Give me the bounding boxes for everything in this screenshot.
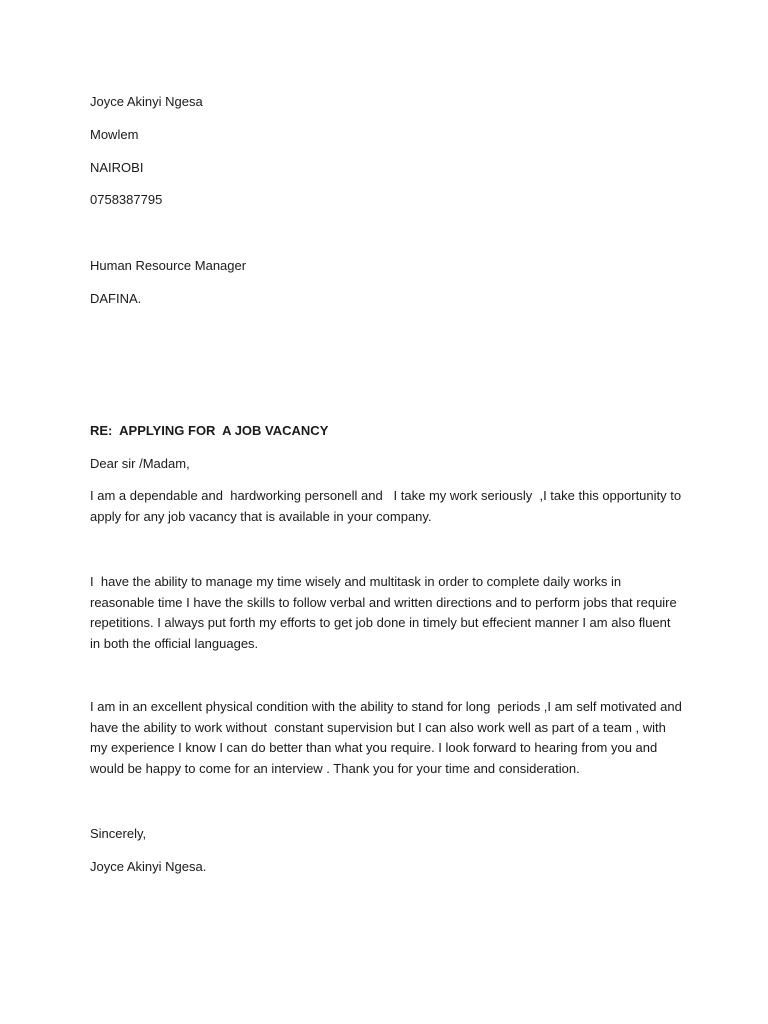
sender-city: NAIROBI: [90, 160, 144, 175]
body-paragraph-2: [90, 572, 690, 654]
paragraph-line: in both the official languages.: [90, 635, 259, 651]
subject-line: RE: APPLYING FOR A JOB VACANCY: [90, 423, 329, 438]
body-paragraph-3: [90, 697, 690, 779]
paragraph-line: I am in an excellent physical condition with the ability to stand for long periods ,I am self motivated and: [90, 699, 682, 714]
sender-phone: 0758387795: [90, 192, 163, 207]
salutation: Dear sir /Madam,: [90, 456, 190, 471]
paragraph-line: repetitions. I always put forth my efforts to get job done in timely but effecient manner I am also fluent: [90, 615, 671, 630]
paragraph-line: apply for any job vacancy that is available in your company.: [90, 508, 432, 524]
signature: Joyce Akinyi Ngesa.: [90, 859, 207, 874]
paragraph-line: I am a dependable and hardworking personell and I take my work seriously ,I take this opportunity to: [90, 488, 682, 503]
recipient-company: DAFINA.: [90, 291, 142, 306]
closing: Sincerely,: [90, 826, 147, 841]
sender-area: Mowlem: [90, 127, 139, 142]
paragraph-line: reasonable time I have the skills to follow verbal and written directions and to perform jobs that require: [90, 594, 677, 610]
paragraph-line: have the ability to work without constant supervision but I can also work well as part of a team , with: [90, 719, 666, 735]
sender-name: Joyce Akinyi Ngesa: [90, 94, 203, 109]
paragraph-line: my experience I know I can do better than what you require. I look forward to hearing from you and: [90, 740, 658, 755]
paragraph-line: I have the ability to manage my time wisely and multitask in order to complete daily works in: [90, 574, 622, 589]
body-paragraph-1: [90, 486, 690, 527]
paragraph-line: would be happy to come for an interview . Thank you for your time and consideration.: [90, 760, 580, 776]
recipient-title: Human Resource Manager: [90, 258, 247, 273]
